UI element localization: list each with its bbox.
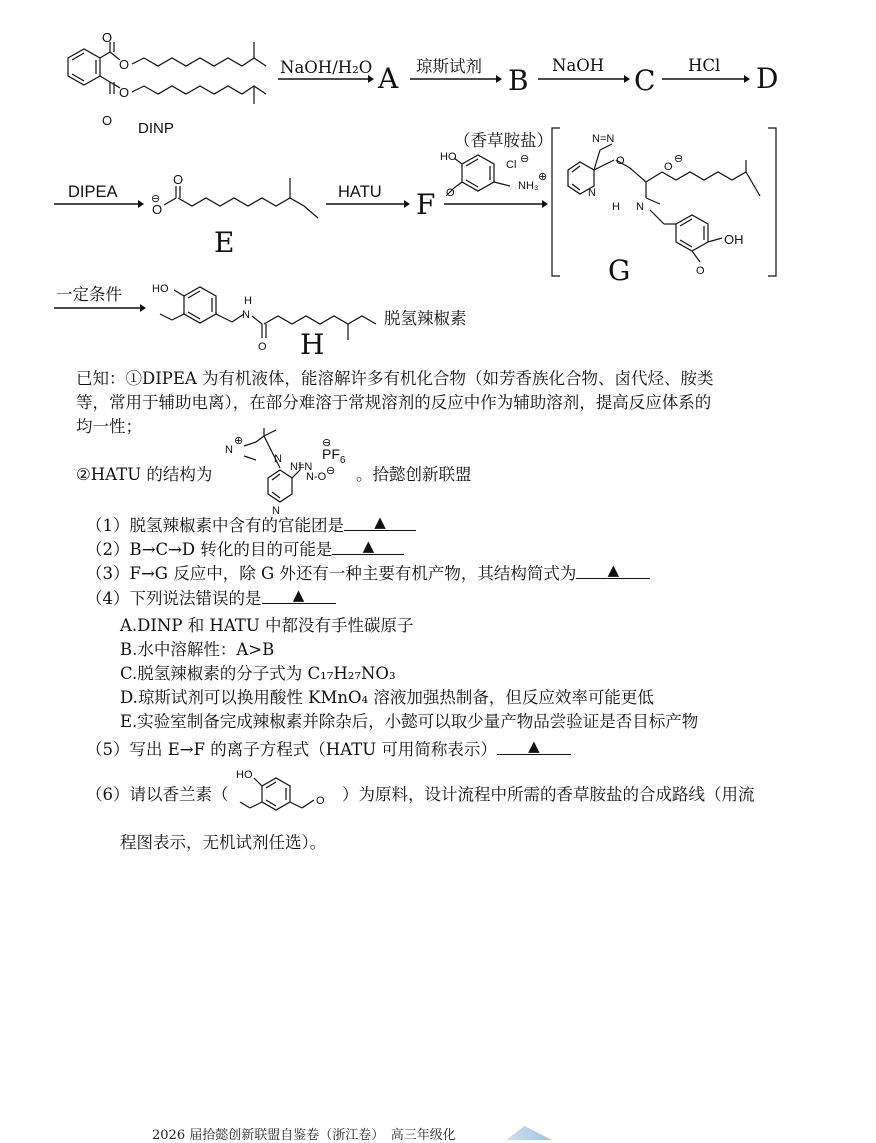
g-ominus: O [664,161,673,173]
compound-h: H [300,328,325,361]
hatu-n3: N [272,505,280,517]
e-charge: ⊖ [151,193,161,205]
answer-blank-1[interactable]: ▲ [344,512,416,531]
vanillin-o: O [316,795,325,807]
answer-blank-2[interactable]: ▲ [332,536,404,555]
reagent-hcl: HCl [688,56,721,75]
question-2: （2）B→C→D 转化的目的可能是 ▲ [86,536,404,561]
reagent-conditions: 一定条件 [56,285,122,304]
h-o: O [258,341,267,353]
hatu-pf6-charge: ⊖ [322,437,332,449]
question-6-line2: 程图表示，无机试剂任选）。 [120,833,327,852]
answer-blank-3[interactable]: ▲ [576,560,650,579]
reagent-naoh: NaOH [552,56,605,75]
h-n: N [242,309,250,321]
page-footer: 2026 届拾懿创新联盟自鉴卷（浙江卷） 高三年级化 [152,1128,456,1143]
vanillin-ho: HO [236,769,253,781]
compound-d: D [756,62,779,95]
reagent-naoh-h2o: NaOH/H₂O [280,58,373,77]
q4-option-a: A.DINP 和 HATU 中都没有手性碳原子 [120,616,414,635]
g-h: H [612,201,620,213]
compound-f: F [416,188,436,221]
known-line3: 均一性； [76,417,142,436]
question-1: （1）脱氢辣椒素中含有的官能团是 ▲ [86,512,416,537]
g-n2: N [588,187,596,199]
salt-o: O [446,187,455,199]
question-5: （5）写出 E→F 的离子方程式（HATU 可用简称表示） ▲ [86,736,571,761]
g-oh: OH [724,232,744,247]
hatu-no: N-O [306,471,327,483]
reagent-dipea: DIPEA [68,183,118,201]
dinp-o2: O [119,57,130,72]
q4-option-d: D.琼斯试剂可以换用酸性 KMnO₄ 溶液加强热制备，但反应效率可能更低 [120,688,654,707]
q4-option-c: C.脱氢辣椒素的分子式为 C₁₇H₂₇NO₃ [120,664,396,683]
salt-ho: HO [440,151,457,163]
reagent-jones: 琼斯试剂 [416,57,482,76]
hatu-ominus: ⊖ [326,465,336,477]
hatu-n1: N [274,453,282,465]
reagent-hatu: HATU [338,183,382,201]
compound-e: E [214,226,235,259]
question-4: （4）下列说法错误的是 ▲ [86,585,336,610]
hatu-n-left: N [225,444,233,456]
g-n1: N=N [592,133,615,145]
salt-nh3: NH₃ [518,180,539,192]
h-h: H [244,295,252,307]
capsaicin-name: 脱氢辣椒素 [384,309,467,328]
vanillylamine-label: （香草胺盐） [454,131,553,150]
salt-plus: ⊕ [538,171,548,183]
salt-cl-minus: ⊖ [520,153,530,165]
dinp-label: DINP [138,120,174,137]
g-bracket-left [552,128,560,276]
question-3: （3）F→G 反应中，除 G 外还有一种主要有机产物，其结构简式为 ▲ [86,560,650,585]
vanillin-structure [240,778,314,810]
g-n3: N [636,201,644,213]
salt-cl: Cl [506,159,517,171]
hatu-pf6: $PF_6$ [322,446,346,466]
known-line1: 已知：①DIPEA 为有机液体，能溶解许多有机化合物（如芳香族化合物、卤代烃、胺类 [76,369,714,388]
known-line2: 等，常用于辅助电离），在部分难溶于常规溶剂的反应中作为辅助溶剂，提高反应体系的 [76,393,712,412]
question-6-suffix: ）为原料，设计流程中所需的香草胺盐的合成路线（用流 [342,785,755,804]
e-structure [164,178,318,218]
dinp-o3: O [119,85,130,100]
known-hatu-suffix: 。拾懿创新联盟 [356,465,472,484]
hatu-n2: N=N [290,461,313,473]
compound-c: C [634,64,656,97]
known-hatu-prefix: ②HATU 的结构为 [76,465,213,484]
g-o: O [616,155,625,167]
e-o-minus: O [152,202,163,217]
dinp-o1: O [102,30,113,45]
question-6-prefix: （6）请以香兰素（ [86,785,229,804]
compound-a: A [378,62,399,95]
dinp-structure [68,42,266,104]
g-ome: O [696,265,705,277]
q4-option-b: B.水中溶解性：A>B [120,640,275,659]
h-structure [160,287,376,340]
answer-blank-5[interactable]: ▲ [497,736,571,755]
g-bracket-right [768,128,776,276]
g-ominus-charge: ⊖ [674,153,684,165]
e-o-dbl: O [173,172,184,187]
compound-g: G [608,254,631,287]
answer-blank-4[interactable]: ▲ [262,585,336,604]
dinp-o4: O [102,113,113,128]
compound-b: B [508,64,529,97]
q4-option-e: E.实验室制备完成辣椒素并除杂后，小懿可以取少量产物品尝验证是否目标产物 [120,712,699,731]
hatu-plus: ⊕ [234,435,244,447]
h-ho: HO [152,283,169,295]
